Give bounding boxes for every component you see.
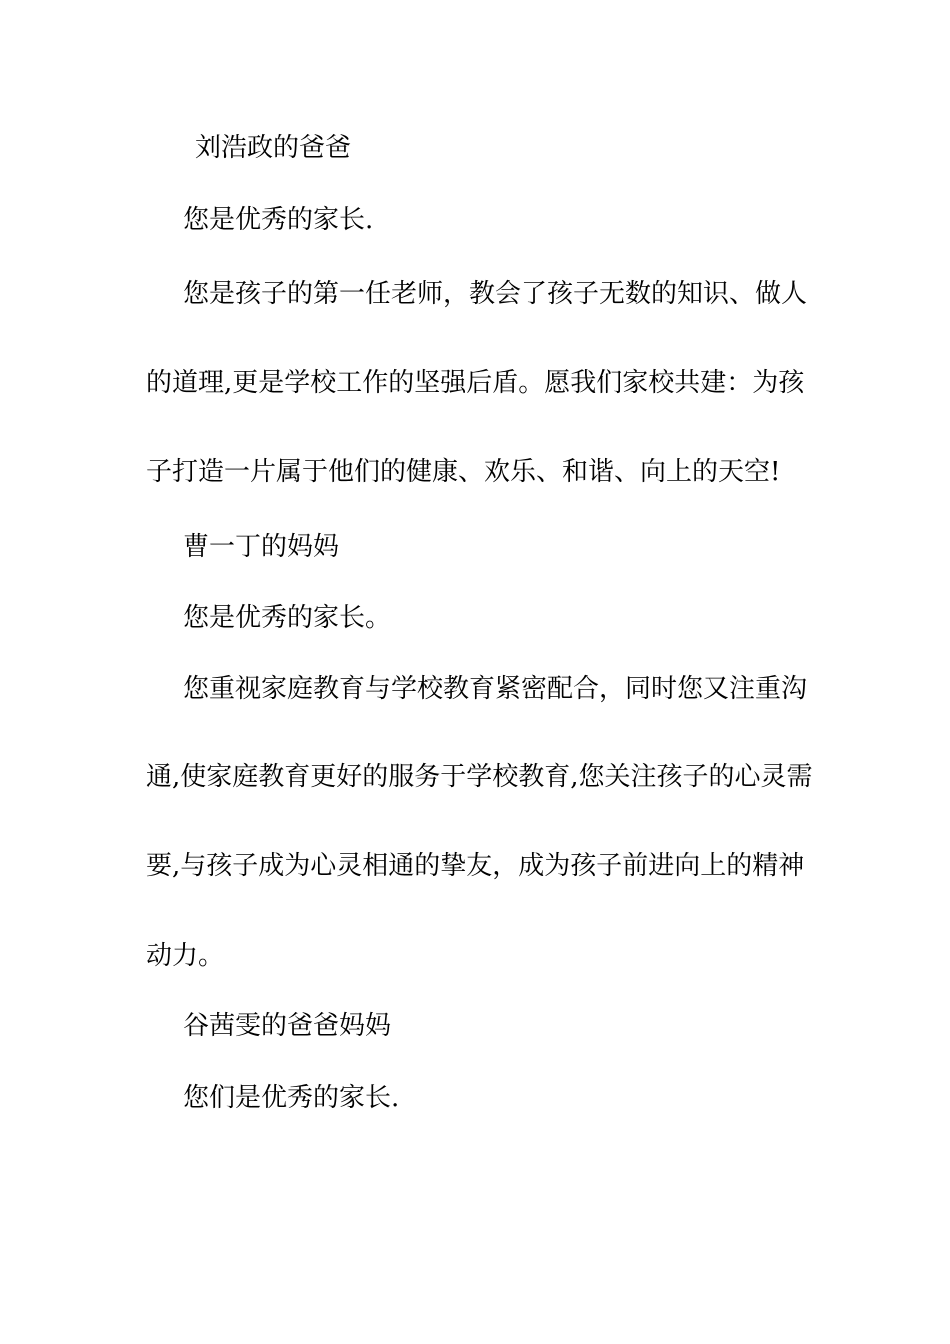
section-1-body-line-1: 您是孩子的第一任老师，教会了孩子无数的知识、做人: [183, 279, 808, 309]
section-2-recipient: 曹一丁的妈妈: [183, 532, 340, 562]
section-2-body-line-2: 通,使家庭教育更好的服务于学校教育,您关注孩子的心灵需: [146, 762, 813, 792]
section-1-recipient: 刘浩政的爸爸: [195, 133, 352, 163]
section-2-praise: 您是优秀的家长。: [183, 603, 392, 633]
section-2-body-line-1: 您重视家庭教育与学校教育紧密配合，同时您又注重沟: [183, 674, 808, 704]
section-2-body-line-4: 动力。: [146, 941, 225, 971]
section-3-recipient: 谷茜雯的爸爸妈妈: [183, 1011, 392, 1041]
section-2-body-line-3: 要,与孩子成为心灵相通的挚友，成为孩子前进向上的精神: [146, 851, 805, 881]
section-3-praise: 您们是优秀的家长.: [183, 1083, 400, 1113]
section-1-praise: 您是优秀的家长.: [183, 205, 374, 235]
section-1-body-line-3: 子打造一片属于他们的健康、欢乐、和谐、向上的天空!: [146, 457, 781, 487]
section-1-body-line-2: 的道理,更是学校工作的坚强后盾。愿我们家校共建：为孩: [146, 368, 805, 398]
